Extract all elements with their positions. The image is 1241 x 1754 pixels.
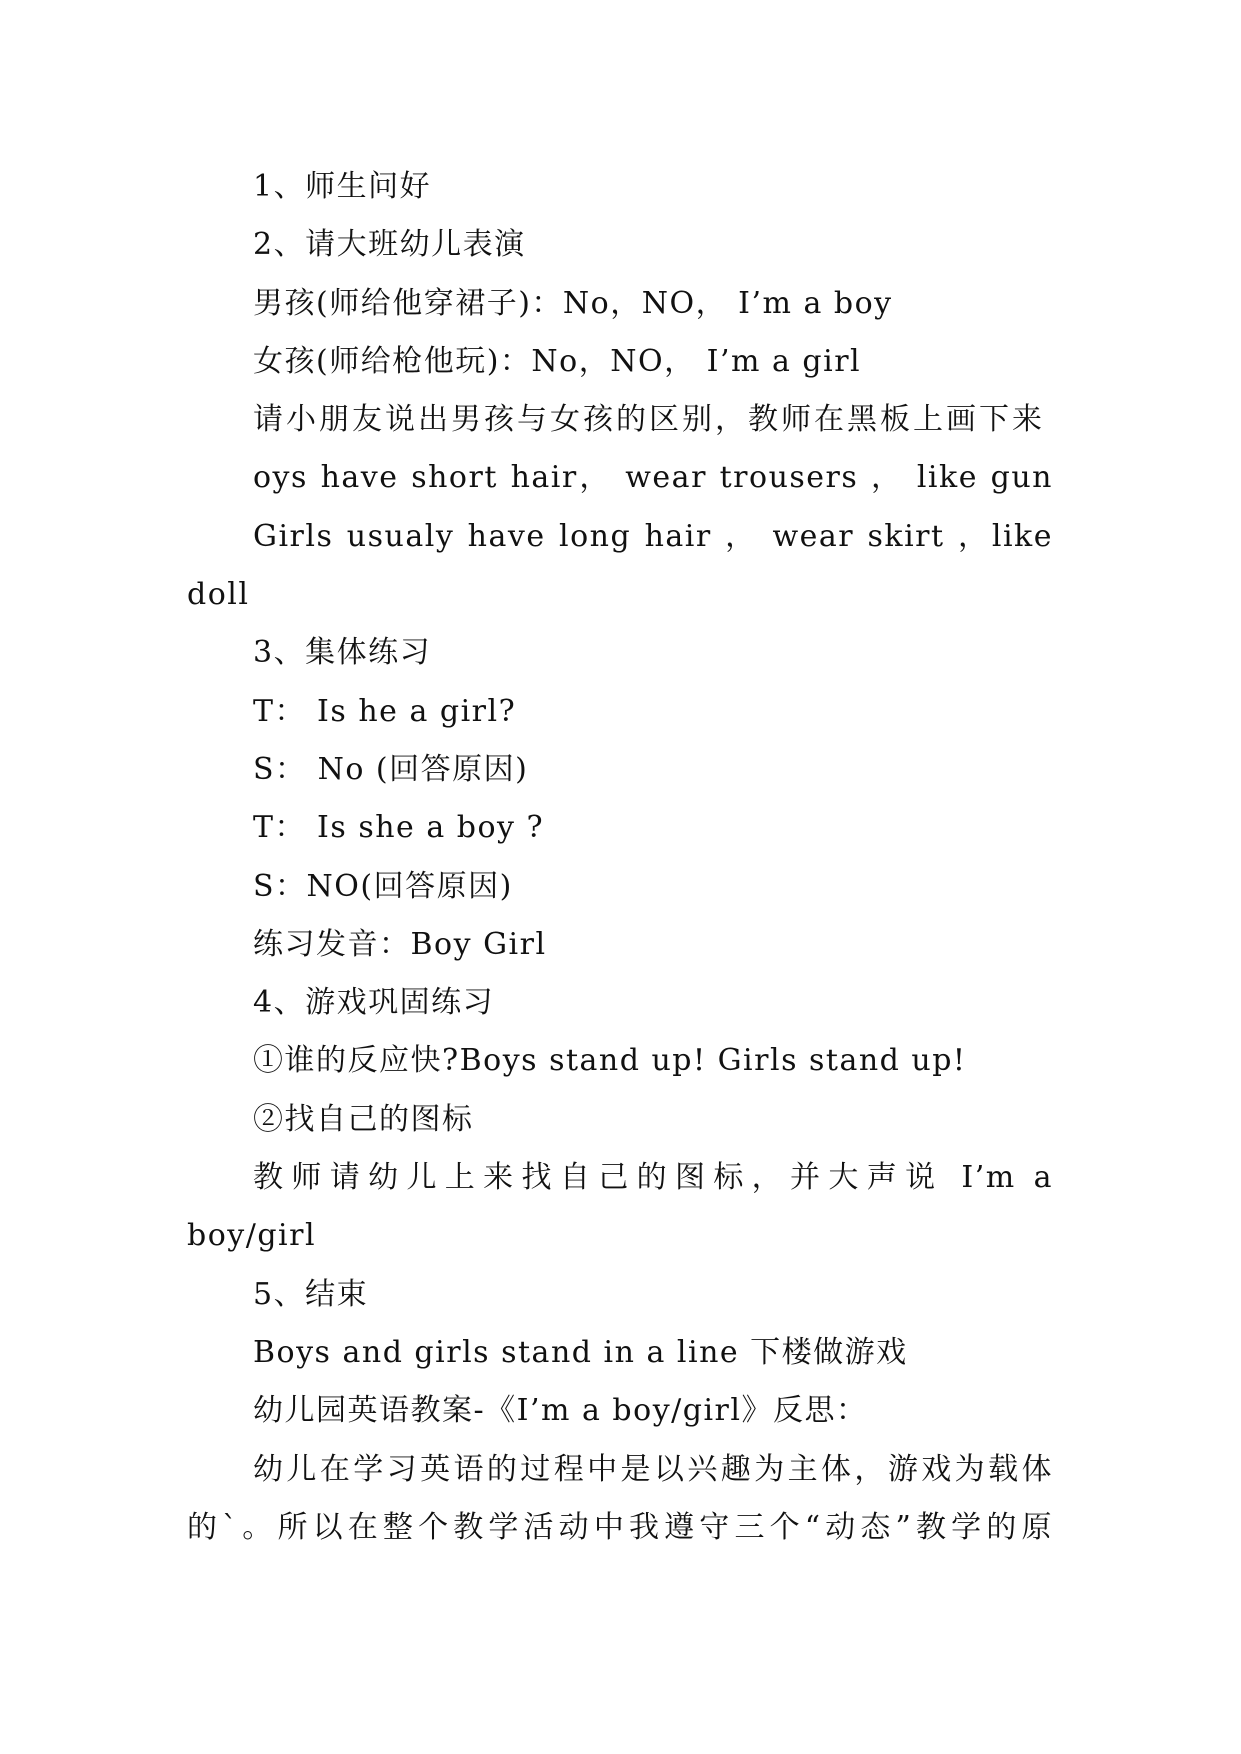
paragraph-line: 的`。所以在整个教学活动中我遵守三个“动态”教学的原	[187, 1509, 1053, 1545]
text-body	[187, 158, 1053, 1557]
paragraph-line: 幼儿园英语教案-《I’m a boy/girl》反思：	[253, 1393, 868, 1429]
paragraph-line: ②找自己的图标	[253, 1101, 474, 1137]
paragraph-line: 4、游戏巩固练习	[253, 985, 495, 1021]
paragraph-line: T： Is he a girl?	[253, 693, 517, 729]
paragraph-line: Girls usualy have long hair ， wear skirt ，like	[253, 518, 1053, 554]
paragraph-line: oys have short hair， wear trousers ， like gun	[253, 460, 1053, 496]
paragraph-line: ①谁的反应快?Boys stand up! Girls stand up!	[253, 1043, 967, 1079]
paragraph-line: 请小朋友说出男孩与女孩的区别，教师在黑板上画下来	[253, 402, 1045, 438]
paragraph-line: 练习发音：Boy Girl	[253, 926, 547, 962]
paragraph-line: 女孩(师给枪他玩)：No，NO， I’m a girl	[253, 343, 862, 379]
paragraph-line: 5、结束	[253, 1276, 369, 1312]
paragraph-line: 男孩(师给他穿裙子)：No，NO， I’m a boy	[253, 285, 893, 321]
paragraph-line: 1、师生问好	[253, 169, 432, 204]
paragraph-line: boy/girl	[187, 1218, 317, 1254]
paragraph-line: 2、请大班幼儿表演	[253, 227, 526, 263]
paragraph-line: 幼儿在学习英语的过程中是以兴趣为主体，游戏为载体	[253, 1451, 1053, 1487]
paragraph-line: T： Is she a boy ?	[253, 810, 545, 846]
paragraph-line: S：NO(回答原因)	[253, 868, 513, 904]
paragraph-line: 3、集体练习	[253, 635, 432, 671]
paragraph-line: doll	[187, 577, 250, 613]
paragraph-line: 教师请幼儿上来找自己的图标，并大声说 I’m a	[253, 1160, 1053, 1196]
paragraph-line: S： No (回答原因)	[253, 751, 529, 787]
paragraph-line: Boys and girls stand in a line 下楼做游戏	[253, 1334, 908, 1370]
